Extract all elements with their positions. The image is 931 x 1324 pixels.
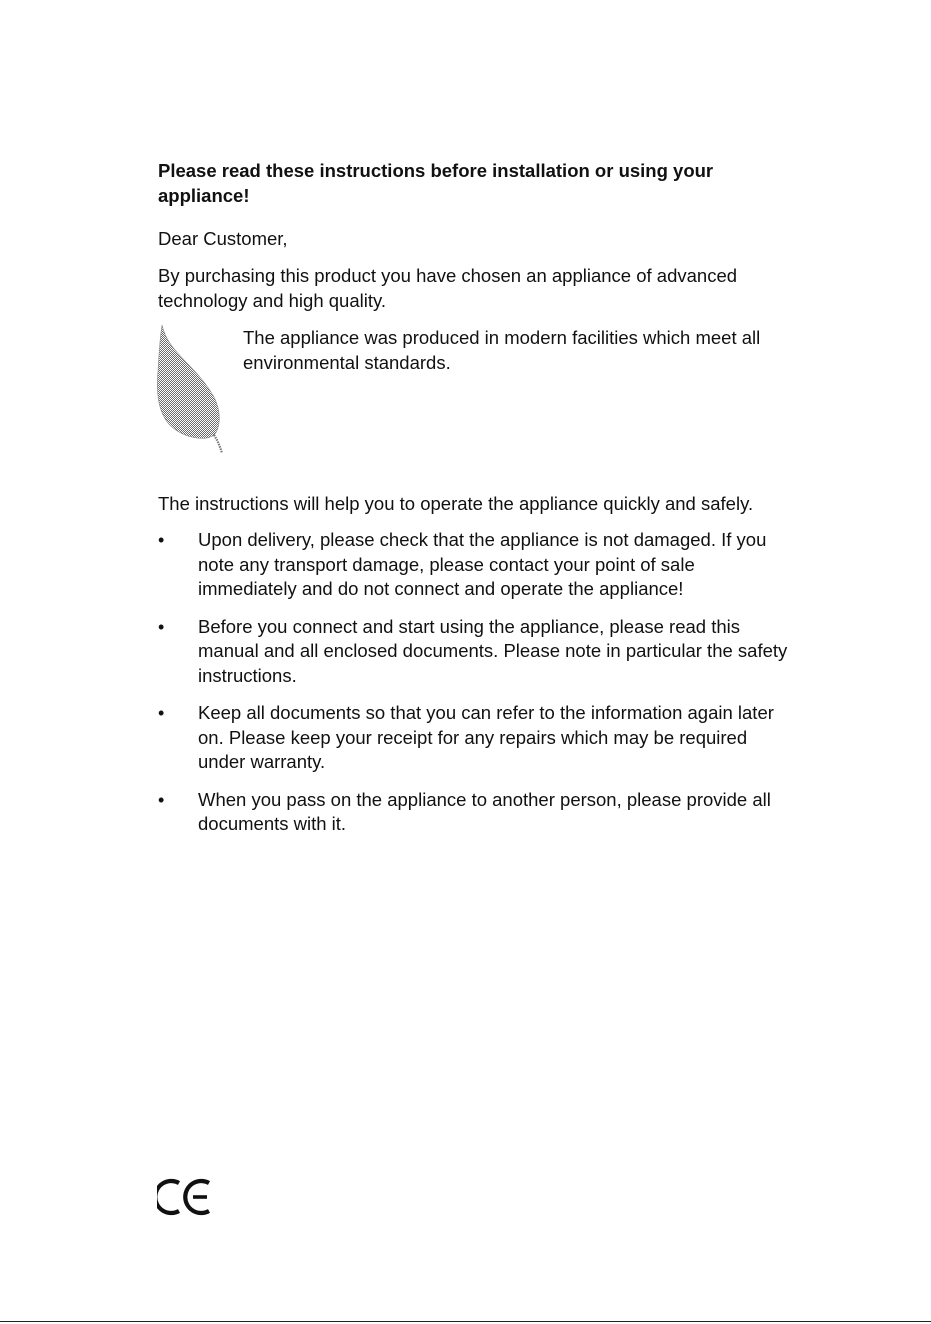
page-heading: Please read these instructions before installation or using your appliance! <box>158 160 714 206</box>
bullet-dot: • <box>158 703 165 723</box>
bullet-dot: • <box>158 616 165 637</box>
intro-paragraph: By purchasing this product you have chosen an appliance of advanced technology and high quality. <box>158 265 738 311</box>
list-item <box>158 528 788 602</box>
greeting: Dear Customer, <box>158 228 288 249</box>
environment-note: The appliance was produced in modern facilities which meet all environmental standards. <box>243 327 761 373</box>
bullet-dot: • <box>158 789 165 810</box>
list-item-text: Before you connect and start using the appliance, please read this manual and all enclosed documents. Please note in particular the safety instructions. <box>198 615 788 686</box>
instruction-list <box>158 528 788 837</box>
list-item <box>158 615 788 689</box>
help-paragraph: The instructions will help you to operate the appliance quickly and safely. <box>158 493 754 514</box>
leaf-icon <box>156 323 226 455</box>
ce-mark-icon <box>157 1177 215 1217</box>
list-item <box>158 701 788 775</box>
list-item-text: Keep all documents so that you can refer to the information again later on. Please keep your receipt for any repairs which may be required under warranty. <box>198 702 774 772</box>
list-item-text: When you pass on the appliance to another person, please provide all documents with it. <box>198 788 771 834</box>
list-item-text: Upon delivery, please check that the appliance is not damaged. If you note any transport damage, please contact your point of sale immediately and do not connect and operate the appliance! <box>198 529 767 599</box>
document-page <box>158 158 788 850</box>
list-item <box>158 788 788 837</box>
page-bottom-rule <box>0 1321 931 1322</box>
bullet-dot: • <box>158 530 165 550</box>
environment-section <box>158 325 788 465</box>
